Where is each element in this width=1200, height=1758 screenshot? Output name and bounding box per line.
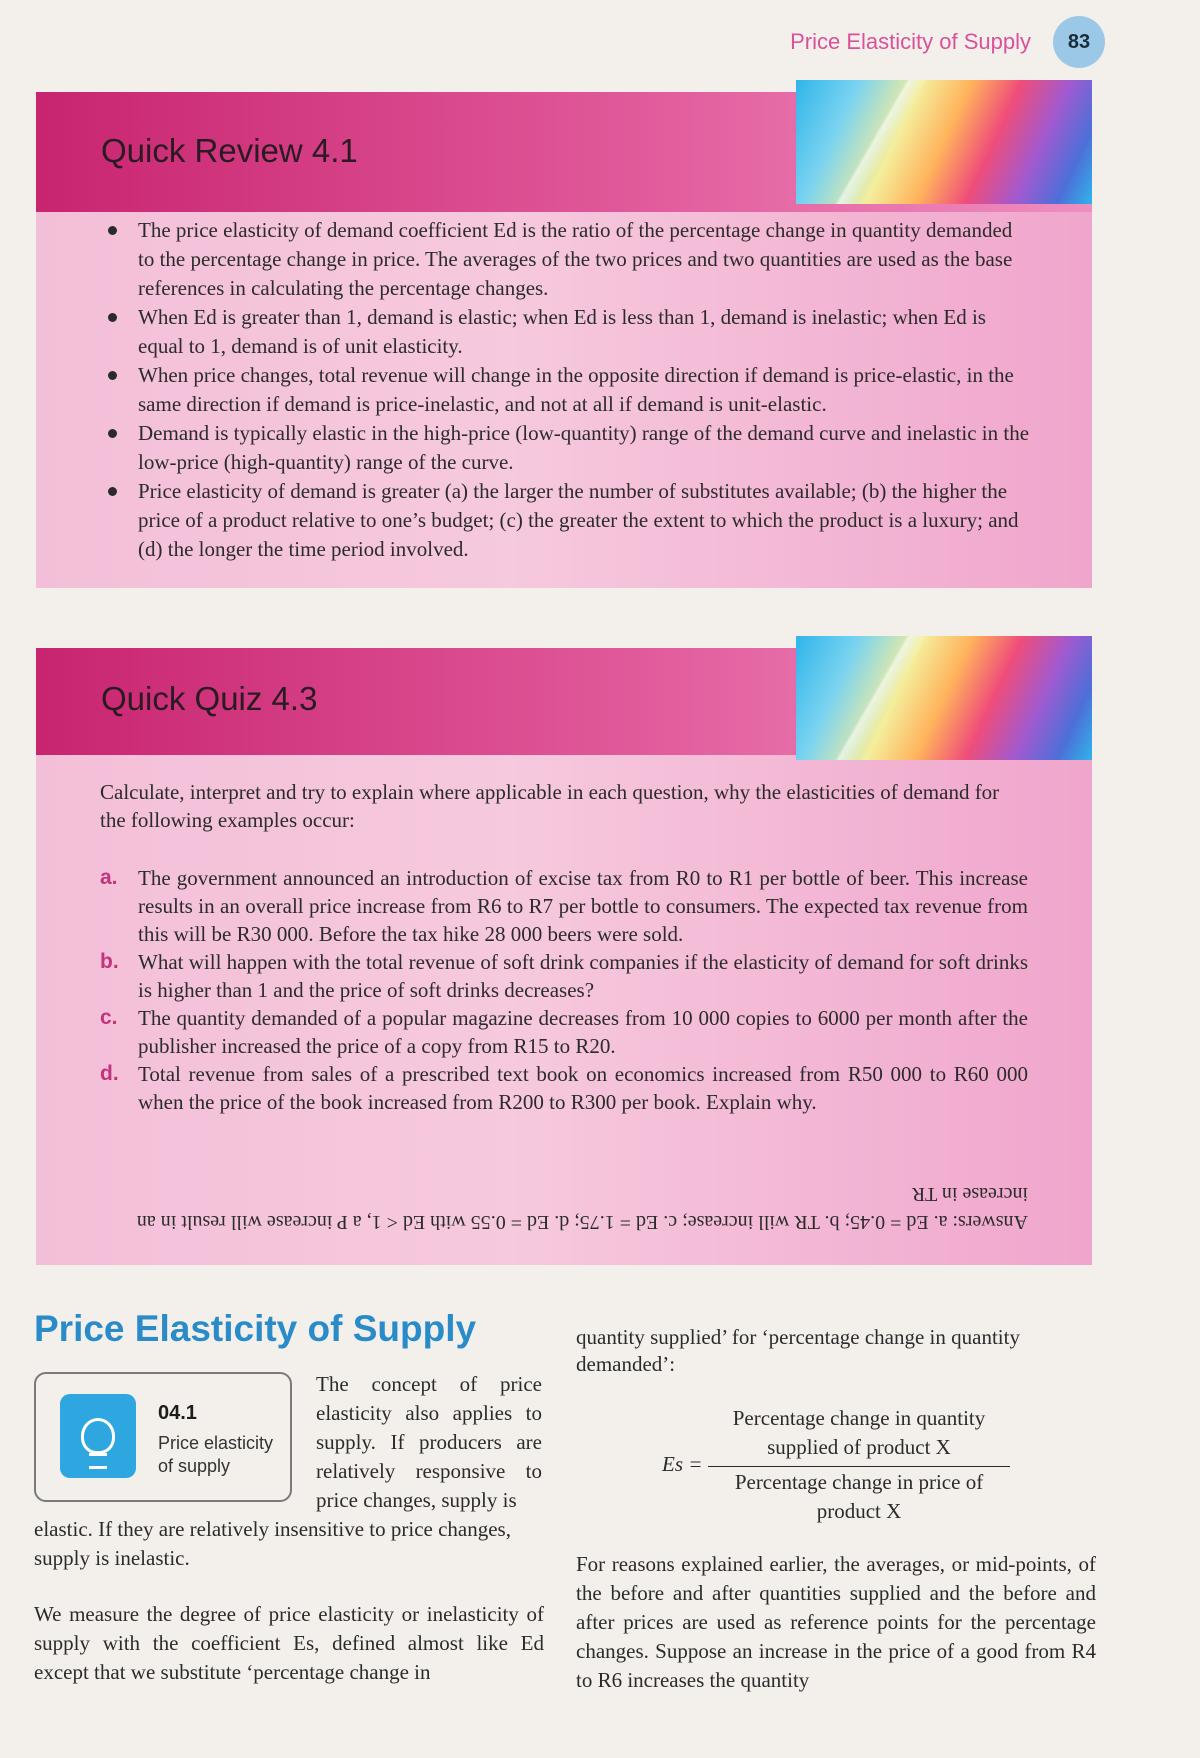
question-text: What will happen with the total revenue of soft drink companies if the elasticity of demand for soft drinks is higher than 1 and the price of soft drinks decreases? bbox=[138, 950, 1028, 1002]
lightbulb-icon bbox=[60, 1394, 136, 1478]
question-text: Total revenue from sales of a prescribed text book on economics increased from R50 000 to R60 000 when the price of the book increased from R200 to R300 per book. Explain why. bbox=[138, 1062, 1028, 1114]
quiz-question bbox=[100, 1004, 1028, 1060]
body-text: We measure the degree of price elasticity or inelasticity of supply with the coefficient Es, defined almost like Ed except that we substitute ‘percentage change in bbox=[34, 1602, 544, 1684]
quick-quiz-header bbox=[36, 648, 1092, 755]
formula-numerator: Percentage change in quantity supplied of product X bbox=[732, 1406, 986, 1459]
body-text: elastic. If they are relatively insensitive to price changes, supply is inelastic. bbox=[34, 1517, 511, 1570]
question-text: The government announced an introduction of excise tax from R0 to R1 per bottle of beer. This increase results in an overall price increase from R6 to R7 per bottle to consumers. The expected tax revenue from this will be R30 000. Before the tax hike 28 000 beers were sold. bbox=[138, 866, 1028, 946]
list-item: When Ed is greater than 1, demand is elastic; when Ed is less than 1, demand is inelastic; when Ed is equal to 1, demand is of unit elasticity. bbox=[104, 303, 1032, 361]
question-letter: d. bbox=[100, 1062, 119, 1085]
quick-review-header bbox=[36, 92, 1092, 212]
learning-objective-box bbox=[34, 1372, 292, 1502]
page-header bbox=[790, 22, 1105, 62]
body-text: The concept of price elasticity also applies to supply. If producers are relatively responsive to price changes, supply is bbox=[316, 1372, 542, 1512]
quiz-question bbox=[100, 864, 1028, 948]
question-text: The quantity demanded of a popular magazine decreases from 10 000 copies to 6000 per month after the publisher increased the price of a copy from R15 to R20. bbox=[138, 1006, 1028, 1058]
running-title: Price Elasticity of Supply bbox=[790, 29, 1031, 54]
objective-code: 04.1 bbox=[158, 1402, 197, 1424]
list-item: When price changes, total revenue will change in the opposite direction if demand is price-elastic, in the same direction if demand is price-inelastic, and not at all if demand is unit-elastic. bbox=[104, 361, 1032, 419]
quiz-question bbox=[100, 948, 1028, 1004]
list-item: Demand is typically elastic in the high-price (low-quantity) range of the demand curve and inelastic in the low-price (high-quantity) range of the curve. bbox=[104, 419, 1032, 477]
objective-label: Price elasticity of supply bbox=[158, 1433, 274, 1476]
quick-review-list bbox=[104, 216, 1032, 564]
quick-quiz-title: Quick Quiz 4.3 bbox=[101, 680, 318, 717]
fraction-bar bbox=[708, 1466, 1010, 1467]
quick-review-box bbox=[36, 92, 1092, 588]
rainbow-decoration bbox=[796, 636, 1092, 760]
quiz-question-list bbox=[100, 864, 1028, 1116]
question-letter: c. bbox=[100, 1006, 118, 1029]
question-letter: b. bbox=[100, 950, 119, 973]
quiz-question bbox=[100, 1060, 1028, 1116]
section-title: Price Elasticity of Supply bbox=[34, 1308, 477, 1349]
body-text: quantity supplied’ for ‘percentage change in quantity demanded’: bbox=[576, 1325, 1020, 1376]
list-item: The price elasticity of demand coefficient Ed is the ratio of the percentage change in quantity demanded to the percentage change in price. The averages of the two prices and two quantities are used as the base references in calculating the percentage changes. bbox=[104, 216, 1032, 303]
rainbow-decoration bbox=[796, 80, 1092, 204]
page-number: 83 bbox=[1053, 16, 1105, 68]
quick-quiz-box bbox=[36, 648, 1092, 1265]
formula-lhs: Es = bbox=[662, 1452, 703, 1476]
quiz-answers-upside-down: Answers: a. Ed = 0.45; b. TR will increase; c. Ed = 1.75; d. Ed = 0.55 with Ed < 1, a P increase will result in an increase in TR bbox=[136, 1183, 1028, 1233]
question-letter: a. bbox=[100, 866, 118, 889]
list-item: Price elasticity of demand is greater (a) the larger the number of substitutes available; (b) the higher the price of a product relative to one’s budget; (c) the greater the extent to which the product is a luxury; and (d) the longer the time period involved. bbox=[104, 477, 1032, 564]
quick-review-title: Quick Review 4.1 bbox=[101, 132, 358, 169]
elasticity-formula bbox=[658, 1404, 1010, 1526]
body-text: For reasons explained earlier, the averages, or mid-points, of the before and after quantities supplied and the before and after prices are used as reference points for the percentage changes. Suppose an increase in the price of a good from R4 to R6 increases the quantity bbox=[576, 1552, 1096, 1692]
quiz-intro: Calculate, interpret and try to explain where applicable in each question, why the elasticities of demand for the following examples occur: bbox=[100, 780, 1000, 832]
formula-denominator: Percentage change in price of product X bbox=[734, 1470, 984, 1523]
